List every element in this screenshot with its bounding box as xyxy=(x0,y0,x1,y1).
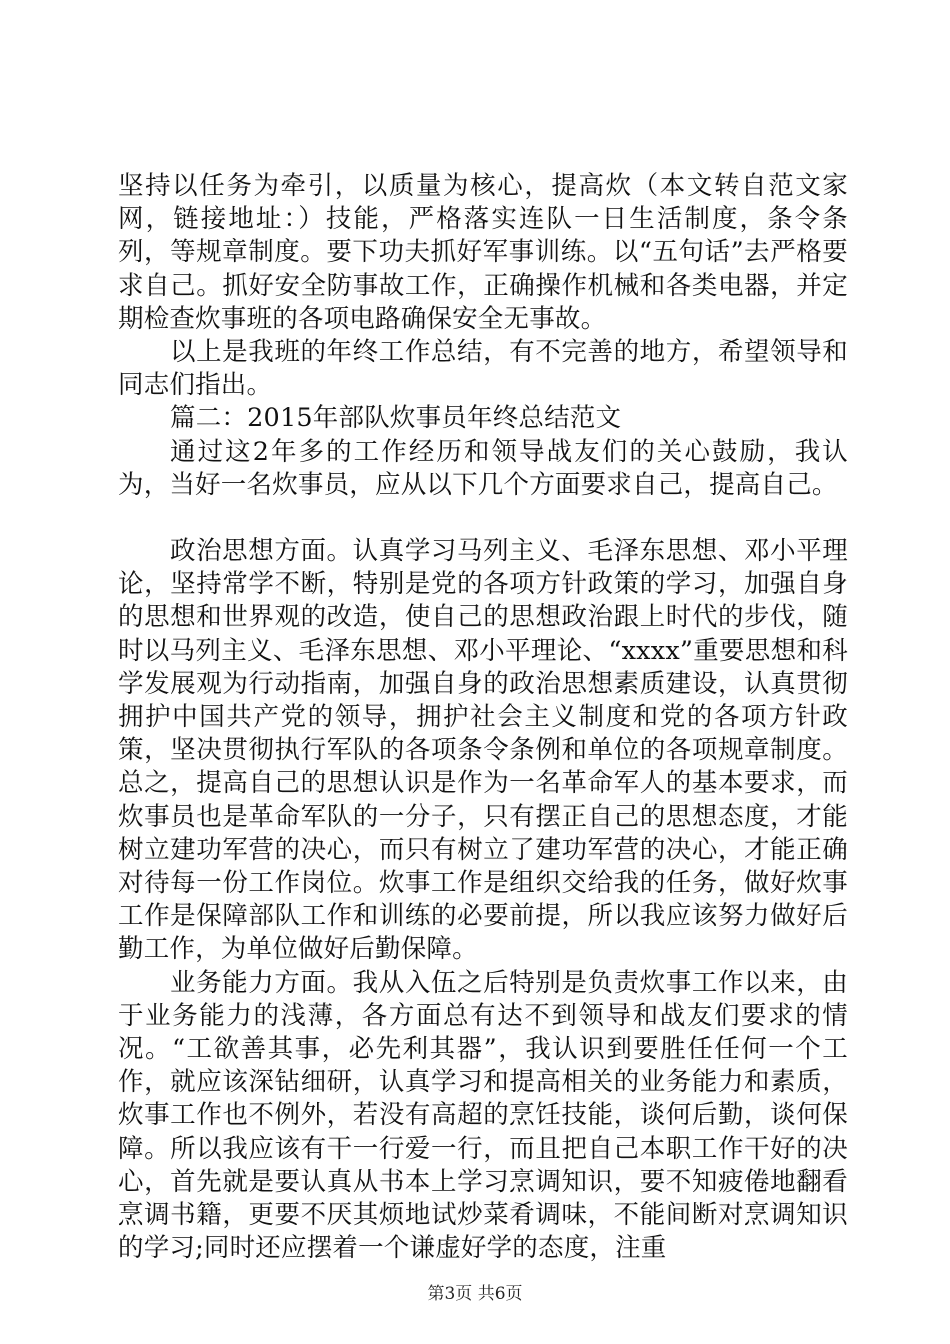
document-body xyxy=(118,170,848,1266)
paragraph-continuation: 坚持以任务为牵引，以质量为核心，提高炊（本文转自范文家网，链接地址：）技能，严格落实连队一日生活制度，条令条列，等规章制度。要下功夫抓好军事训练。以“五句话”去严格要求自己。抓好安全防事故工作，正确操作机械和各类电器，并定期检查炊事班的各项电路确保安全无事故。 xyxy=(118,171,848,334)
section-heading: 篇二：2015年部队炊事员年终总结范文 xyxy=(170,403,622,434)
paragraph-intro: 通过这2年多的工作经历和领导战友们的关心鼓励，我认为，当好一名炊事员，应从以下几个方面要求自己，提高自己。 xyxy=(118,436,848,500)
paragraph-business: 业务能力方面。我从入伍之后特别是负责炊事工作以来，由于业务能力的浅薄，各方面总有达不到领导和战友们要求的情况。“工欲善其事，必先利其器”，我认识到要胜任任何一个工作，就应该深钻细研，认真学习和提高相关的业务能力和素质，炊事工作也不例外，若没有高超的烹饪技能，谈何后勤，谈何保障。所以我应该有干一行爱一行，而且把自己本职工作干好的决心，首先就是要认真从书本上学习烹调知识，要不知疲倦地翻看烹调书籍，更要不厌其烦地试炒菜肴调味，不能间断对烹调知识的学习;同时还应摆着一个谦虚好学的态度，注重 xyxy=(118,967,848,1264)
page-footer: 第3页 共6页 xyxy=(427,1284,523,1304)
paragraph-political: 政治思想方面。认真学习马列主义、毛泽东思想、邓小平理论，坚持常学不断，特别是党的各项方针政策的学习，加强自身的思想和世界观的改造，使自己的思想政治跟上时代的步伐，随时以马列主义、毛泽东思想、邓小平理论、“xxxx”重要思想和科学发展观为行动指南，加强自身的政治思想素质建设，认真贯彻拥护中国共产党的领导，拥护社会主义制度和党的各项方针政策，坚决贯彻执行军队的各项条令条例和单位的各项规章制度。总之，提高自己的思想认识是作为一名革命军人的基本要求，而炊事员也是革命军队的一分子，只有摆正自己的思想态度，才能树立建功军营的决心，而只有树立了建功军营的决心，才能正确对待每一份工作岗位。炊事工作是组织交给我的任务，做好炊事工作是保障部队工作和训练的必要前提，所以我应该努力做好后勤工作，为单位做好后勤保障。 xyxy=(118,536,848,965)
paragraph-closing: 以上是我班的年终工作总结，有不完善的地方，希望领导和同志们指出。 xyxy=(118,337,848,401)
